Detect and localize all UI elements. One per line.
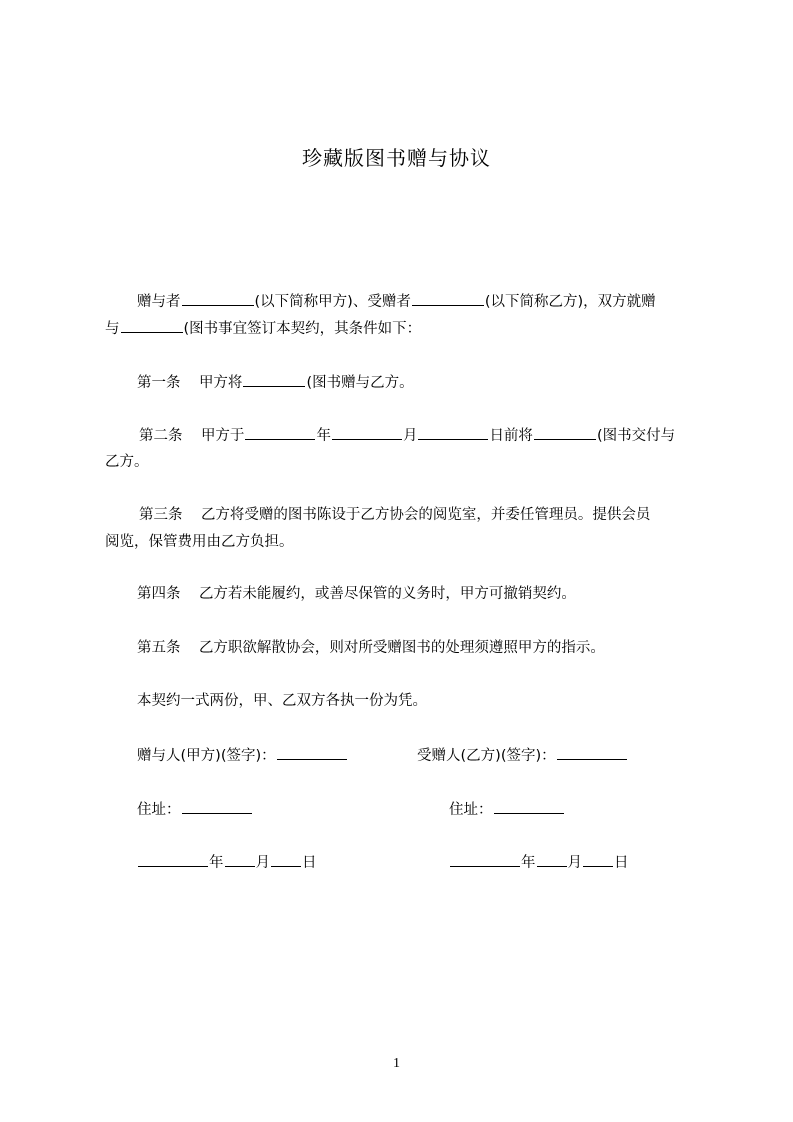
party-b-sign-blank[interactable] (557, 745, 627, 760)
article-3-line-1 (139, 505, 650, 525)
closing-statement: 本契约一式两份，甲、乙双方各执一份为凭。 (137, 693, 427, 709)
party-b-date (449, 852, 629, 873)
article-2-year-blank[interactable] (245, 425, 315, 440)
party-a-signature (137, 745, 348, 766)
party-b-month: 月 (567, 855, 582, 871)
book-count-blank[interactable] (121, 318, 183, 333)
page-number: 1 (393, 1056, 400, 1071)
party-a-month: 月 (255, 855, 270, 871)
intro-text-5: (图书事宜签订本契约，其条件如下： (183, 321, 422, 337)
document-title: 珍藏版图书赠与协议 (302, 146, 491, 170)
article-2-day-blank[interactable] (418, 425, 488, 440)
article-4-label: 第四条 (137, 586, 181, 602)
article-2-year: 年 (316, 428, 331, 444)
article-2-line-2 (105, 452, 149, 472)
article-2-line-1 (139, 425, 675, 446)
party-b-address-label: 住址： (449, 802, 493, 818)
party-a-sign-blank[interactable] (277, 745, 347, 760)
article-1-text-after: (图书赠与乙方。 (306, 375, 414, 391)
party-a-address (137, 799, 253, 820)
party-a-year: 年 (209, 855, 224, 871)
article-4 (137, 584, 576, 604)
article-1-book-blank[interactable] (243, 372, 305, 387)
party-b-signature (417, 745, 628, 766)
party-b-sign-label: 受赠人(乙方)(签字)： (417, 748, 556, 764)
party-b-address (449, 799, 565, 820)
party-a-date (137, 852, 317, 873)
intro-text-3: (以下简称乙方)，双方就赠 (484, 294, 656, 310)
party-b-day: 日 (614, 855, 629, 871)
party-b-month-blank[interactable] (537, 852, 567, 867)
recipient-name-blank[interactable] (412, 291, 484, 306)
article-2-line2-text: 乙方。 (105, 454, 149, 470)
intro-line-1 (137, 291, 656, 312)
article-5-label: 第五条 (137, 640, 181, 656)
article-2-text-before: 甲方于 (200, 428, 245, 444)
article-2-month: 月 (402, 428, 418, 444)
party-a-day: 日 (302, 855, 317, 871)
article-2-book-blank[interactable] (534, 425, 596, 440)
intro-text-4: 与 (105, 321, 120, 337)
intro-line-2 (105, 318, 421, 339)
article-4-text: 乙方若未能履约，或善尽保管的义务时，甲方可撤销契约。 (198, 586, 576, 602)
article-3-line2-text: 阅览，保管费用由乙方负担。 (105, 534, 294, 550)
article-5 (137, 638, 605, 658)
party-b-year-blank[interactable] (450, 852, 520, 867)
party-b-year: 年 (521, 855, 536, 871)
party-a-year-blank[interactable] (138, 852, 208, 867)
article-1-label: 第一条 (137, 375, 181, 391)
party-b-address-blank[interactable] (494, 799, 564, 814)
article-2-month-blank[interactable] (332, 425, 402, 440)
intro-text-2: (以下简称甲方)、受赠者 (254, 294, 411, 310)
party-a-month-blank[interactable] (225, 852, 255, 867)
article-2-day-before: 日前将 (489, 428, 533, 444)
article-1-text-before: 甲方将 (198, 375, 243, 391)
article-2-label: 第二条 (139, 428, 183, 444)
party-b-day-blank[interactable] (583, 852, 613, 867)
donor-name-blank[interactable] (182, 291, 254, 306)
party-a-day-blank[interactable] (271, 852, 301, 867)
article-3-line-2 (105, 532, 294, 552)
party-a-address-blank[interactable] (182, 799, 252, 814)
article-2-text-after: (图书交付与 (596, 428, 676, 444)
article-3-text: 乙方将受赠的图书陈设于乙方协会的阅览室，并委任管理员。提供会员 (200, 507, 651, 523)
intro-text-1: 赠与者 (137, 294, 181, 310)
article-3-label: 第三条 (139, 507, 183, 523)
party-a-sign-label: 赠与人(甲方)(签字)： (137, 748, 276, 764)
article-1 (137, 372, 414, 393)
article-5-text: 乙方职欲解散协会，则对所受赠图书的处理须遵照甲方的指示。 (198, 640, 605, 656)
party-a-address-label: 住址： (137, 802, 181, 818)
